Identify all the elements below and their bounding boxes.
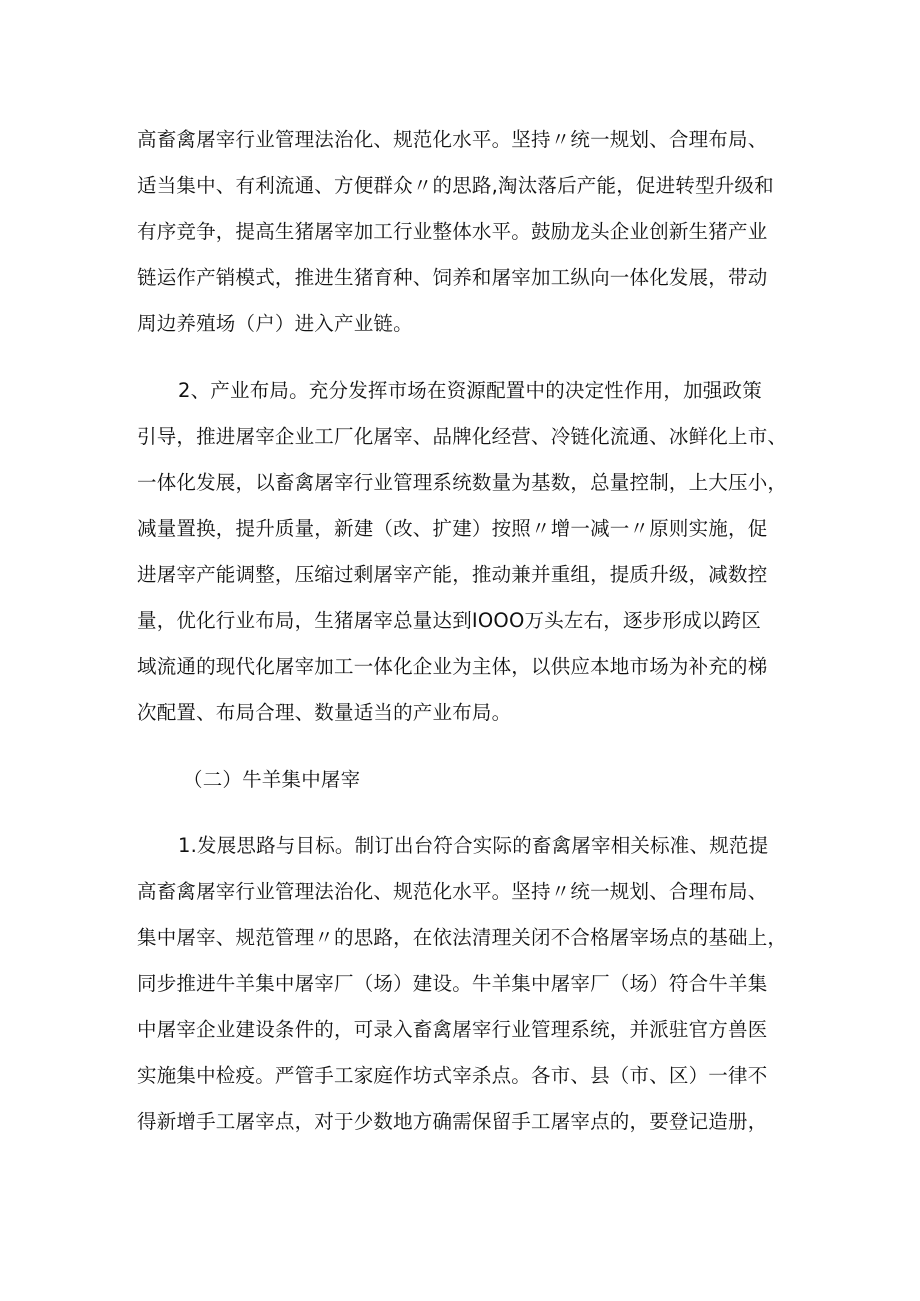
body-text-line: 进屠宰产能调整，压缩过剩屠宰产能，推动兼并重组，提质升级，减数控: [137, 563, 768, 586]
body-text-line: 周边养殖场（户）进入产业链。: [137, 312, 413, 335]
body-text-line: 高畜禽屠宰行业管理法治化、规范化水平。坚持〃统一规划、合理布局、: [137, 128, 768, 151]
body-text-line: 引导，推进屠宰企业工厂化屠宰、品牌化经营、冷链化流通、冰鲜化上市、: [137, 425, 788, 448]
section-heading: （二）牛羊集中屠宰: [183, 768, 361, 791]
body-text-line: 实施集中检疫。严管手工家庭作坊式宰杀点。各市、县（市、区）一律不: [137, 1064, 768, 1087]
body-text-line: 同步推进牛羊集中屠宰厂（场）建设。牛羊集中屠宰厂（场）符合牛羊集: [137, 972, 768, 995]
body-text-line: 高畜禽屠宰行业管理法治化、规范化水平。坚持〃统一规划、合理布局、: [137, 880, 768, 903]
body-text-line: 有序竞争，提高生猪屠宰加工行业整体水平。鼓励龙头企业创新生猪产业: [137, 220, 768, 243]
body-text-line: 中屠宰企业建设条件的，可录入畜禽屠宰行业管理系统，并派驻官方兽医: [137, 1018, 768, 1041]
body-text-line: 链运作产销模式，推进生猪育种、饲养和屠宰加工纵向一体化发展，带动: [137, 266, 768, 289]
body-text-line: 域流通的现代化屠宰加工一体化企业为主体，以供应本地市场为补充的梯: [137, 655, 768, 678]
body-text-line: 次配置、布局合理、数量适当的产业布局。: [137, 701, 512, 724]
paragraph-first-line: 2、产业布局。充分发挥市场在资源配置中的决定性作用，加强政策: [178, 379, 762, 402]
body-text-line: 适当集中、有利流通、方便群众〃的思路,淘汰落后产能，促进转型升级和: [137, 174, 774, 197]
body-text-line: 集中屠宰、规范管理〃的思路，在依法清理关闭不合格屠宰场点的基础上，: [137, 926, 788, 949]
body-text-line: 量，优化行业布局，生猪屠宰总量达到IOOO万头左右，逐步形成以跨区: [137, 609, 761, 632]
body-text-line: 一体化发展，以畜禽屠宰行业管理系统数量为基数，总量控制，上大压小，: [137, 471, 788, 494]
paragraph-first-line: 1.发展思路与目标。制订出台符合实际的畜禽屠宰相关标准、规范提: [178, 834, 769, 857]
body-text-line: 减量置换，提升质量，新建（改、扩建）按照〃增一减一〃原则实施，促: [137, 517, 768, 540]
body-text-line: 得新增手工屠宰点，对于少数地方确需保留手工屠宰点的，要登记造册，: [137, 1110, 768, 1133]
